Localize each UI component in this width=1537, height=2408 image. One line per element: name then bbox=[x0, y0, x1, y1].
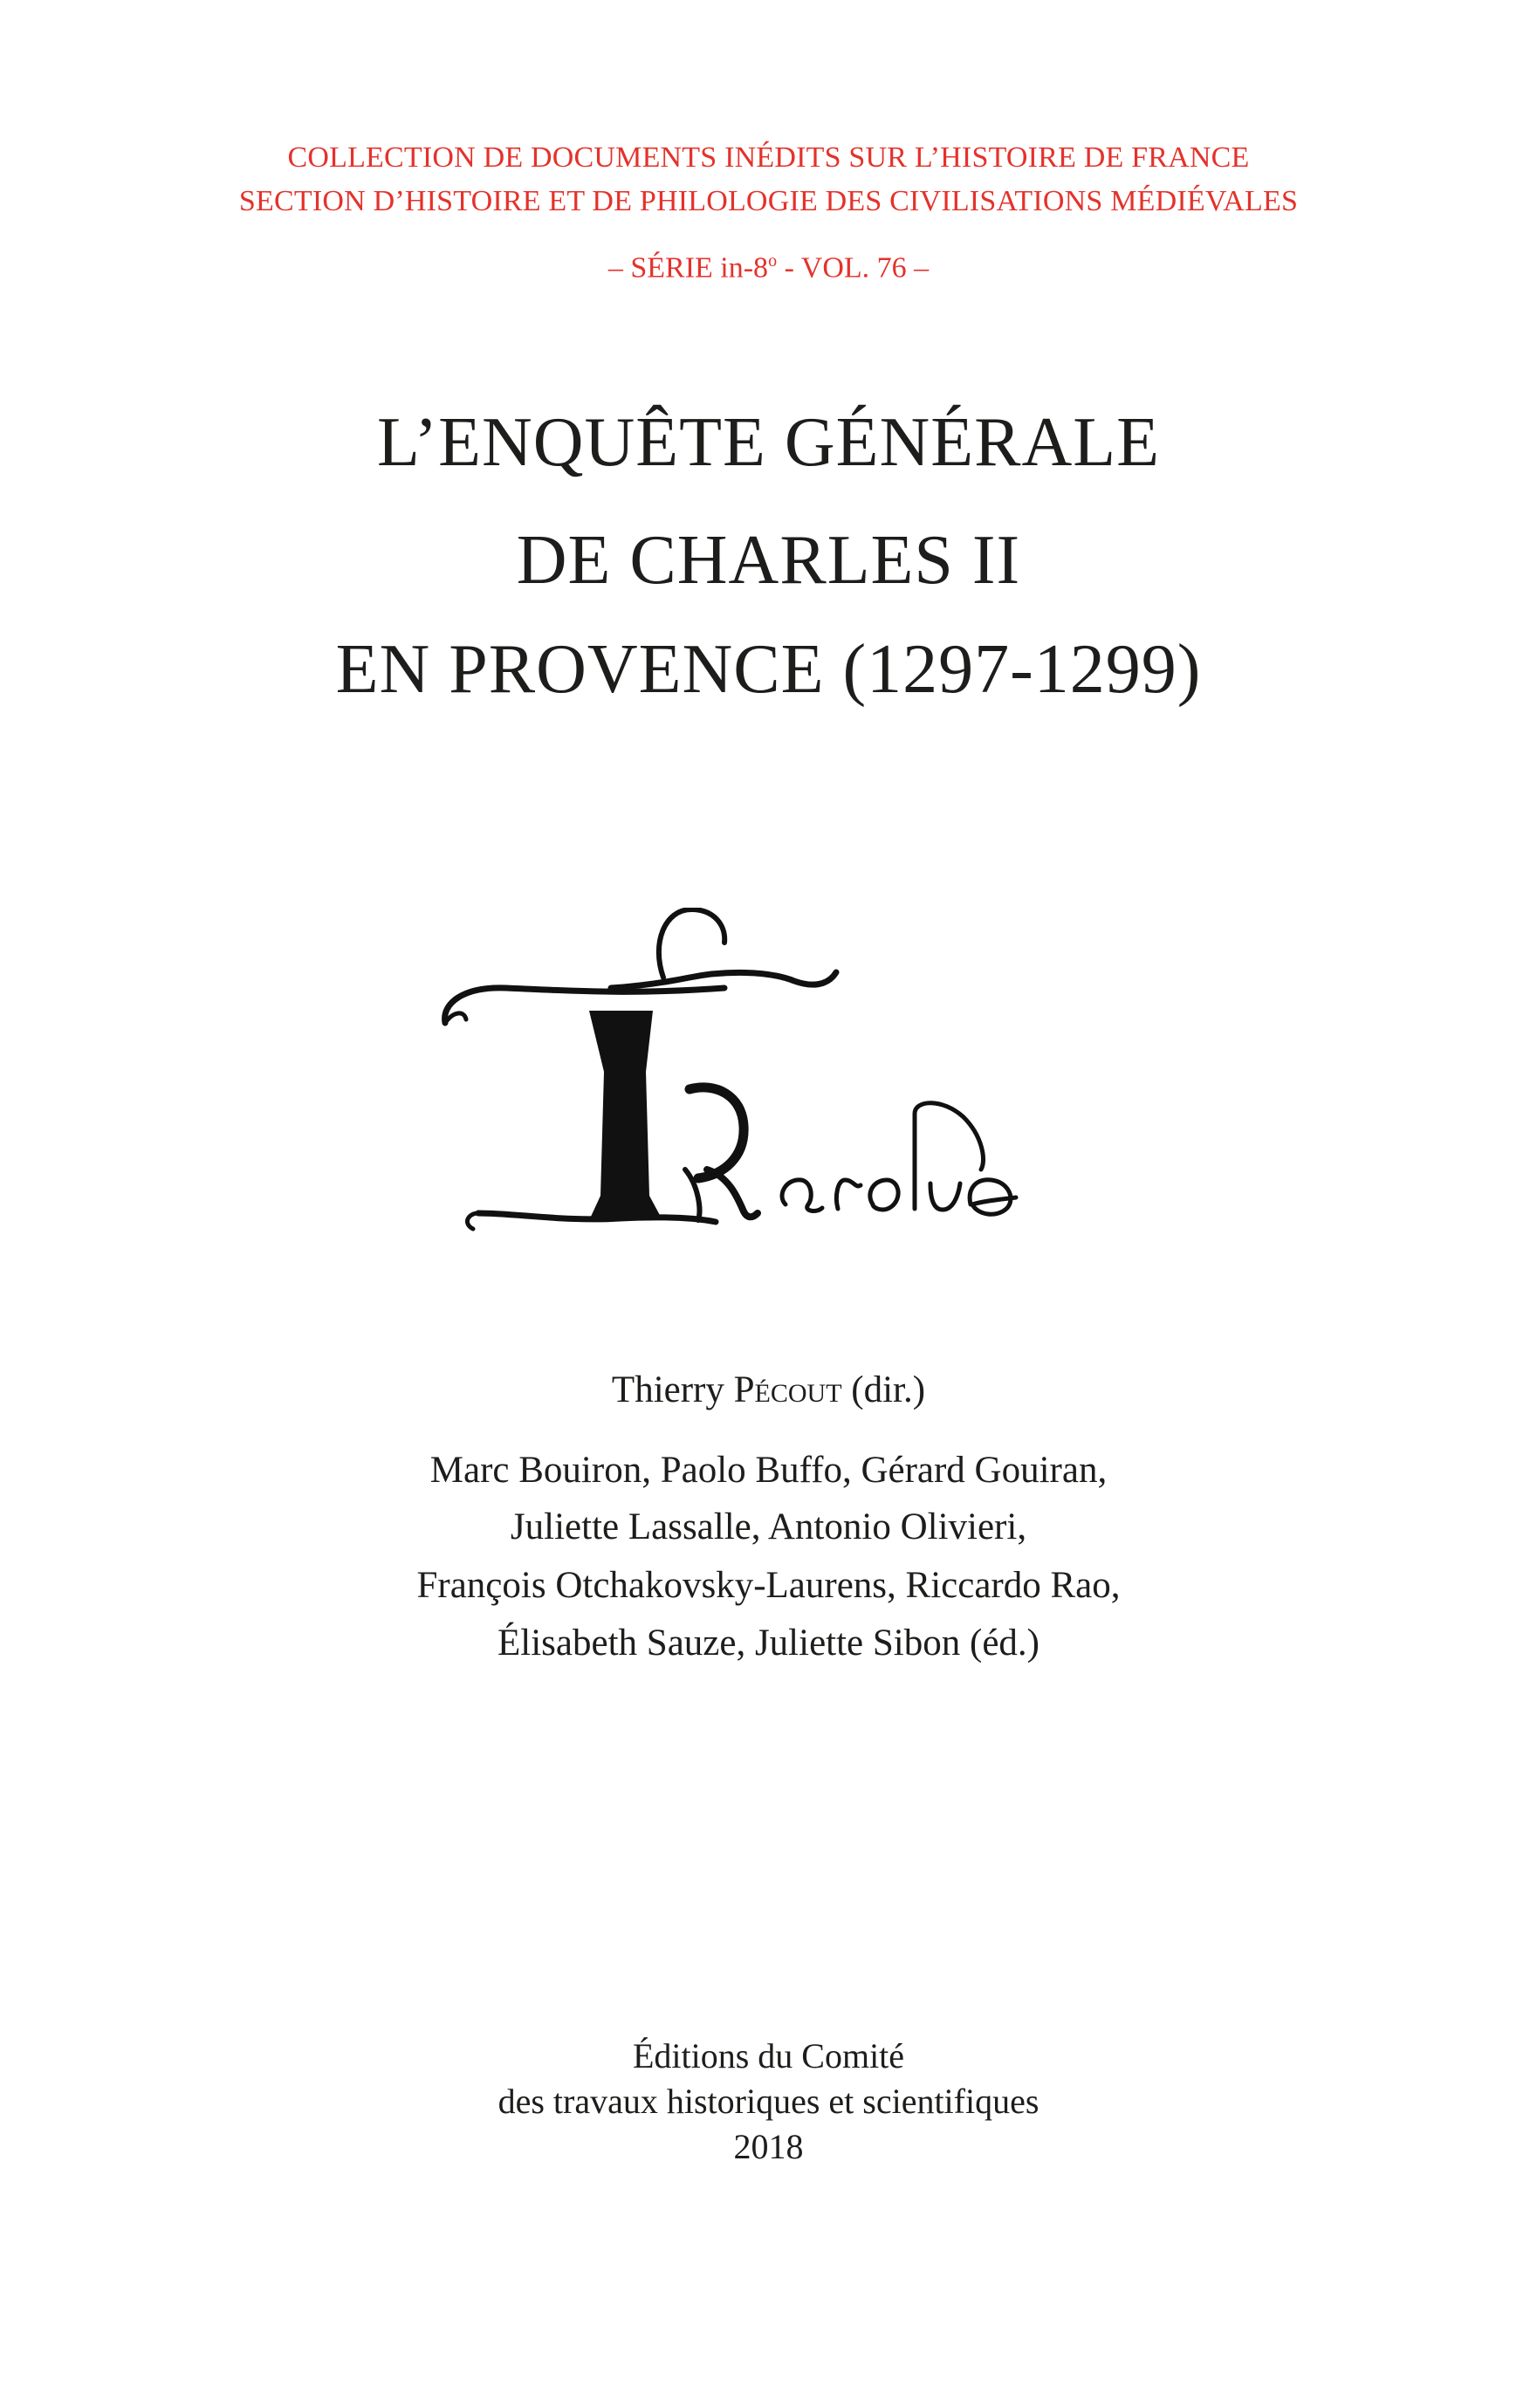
title-line-1: L’ENQUÊTE GÉNÉRALE bbox=[376, 404, 1161, 481]
series-suffix: - VOL. 76 – bbox=[777, 251, 930, 285]
series-superscript: o bbox=[768, 251, 778, 271]
series-prefix: – SÉRIE in-8 bbox=[607, 251, 769, 285]
editors-line-4: Élisabeth Sauze, Juliette Sibon (éd.) bbox=[497, 1622, 1040, 1664]
director-last-name: Pécout bbox=[733, 1369, 842, 1410]
director bbox=[0, 1369, 1537, 1411]
editors-line-2: Juliette Lassalle, Antonio Olivieri, bbox=[510, 1506, 1027, 1547]
series-volume bbox=[0, 251, 1537, 285]
collection-line-1: COLLECTION DE DOCUMENTS INÉDITS SUR L’HISTOIRE DE FRANCE bbox=[287, 141, 1250, 174]
publisher-line-1: Éditions du Comité bbox=[632, 2036, 905, 2075]
publication-year: 2018 bbox=[733, 2127, 804, 2166]
director-role: (dir.) bbox=[841, 1369, 926, 1410]
karolus-signature-icon bbox=[436, 908, 1100, 1257]
publisher-line-2: des travaux historiques et scientifiques bbox=[497, 2082, 1040, 2121]
title-line-2: DE CHARLES II bbox=[516, 522, 1021, 599]
director-first-name: Thierry bbox=[611, 1369, 734, 1410]
editors-line-1: Marc Bouiron, Paolo Buffo, Gérard Gouiran, bbox=[429, 1450, 1108, 1491]
collection-line-2: SECTION D’HISTOIRE ET DE PHILOLOGIE DES CIVILISATIONS MÉDIÉVALES bbox=[238, 185, 1299, 217]
title-line-3: EN PROVENCE (1297-1299) bbox=[335, 631, 1202, 708]
editors-line-3: François Otchakovsky-Laurens, Riccardo Rao, bbox=[416, 1565, 1121, 1606]
